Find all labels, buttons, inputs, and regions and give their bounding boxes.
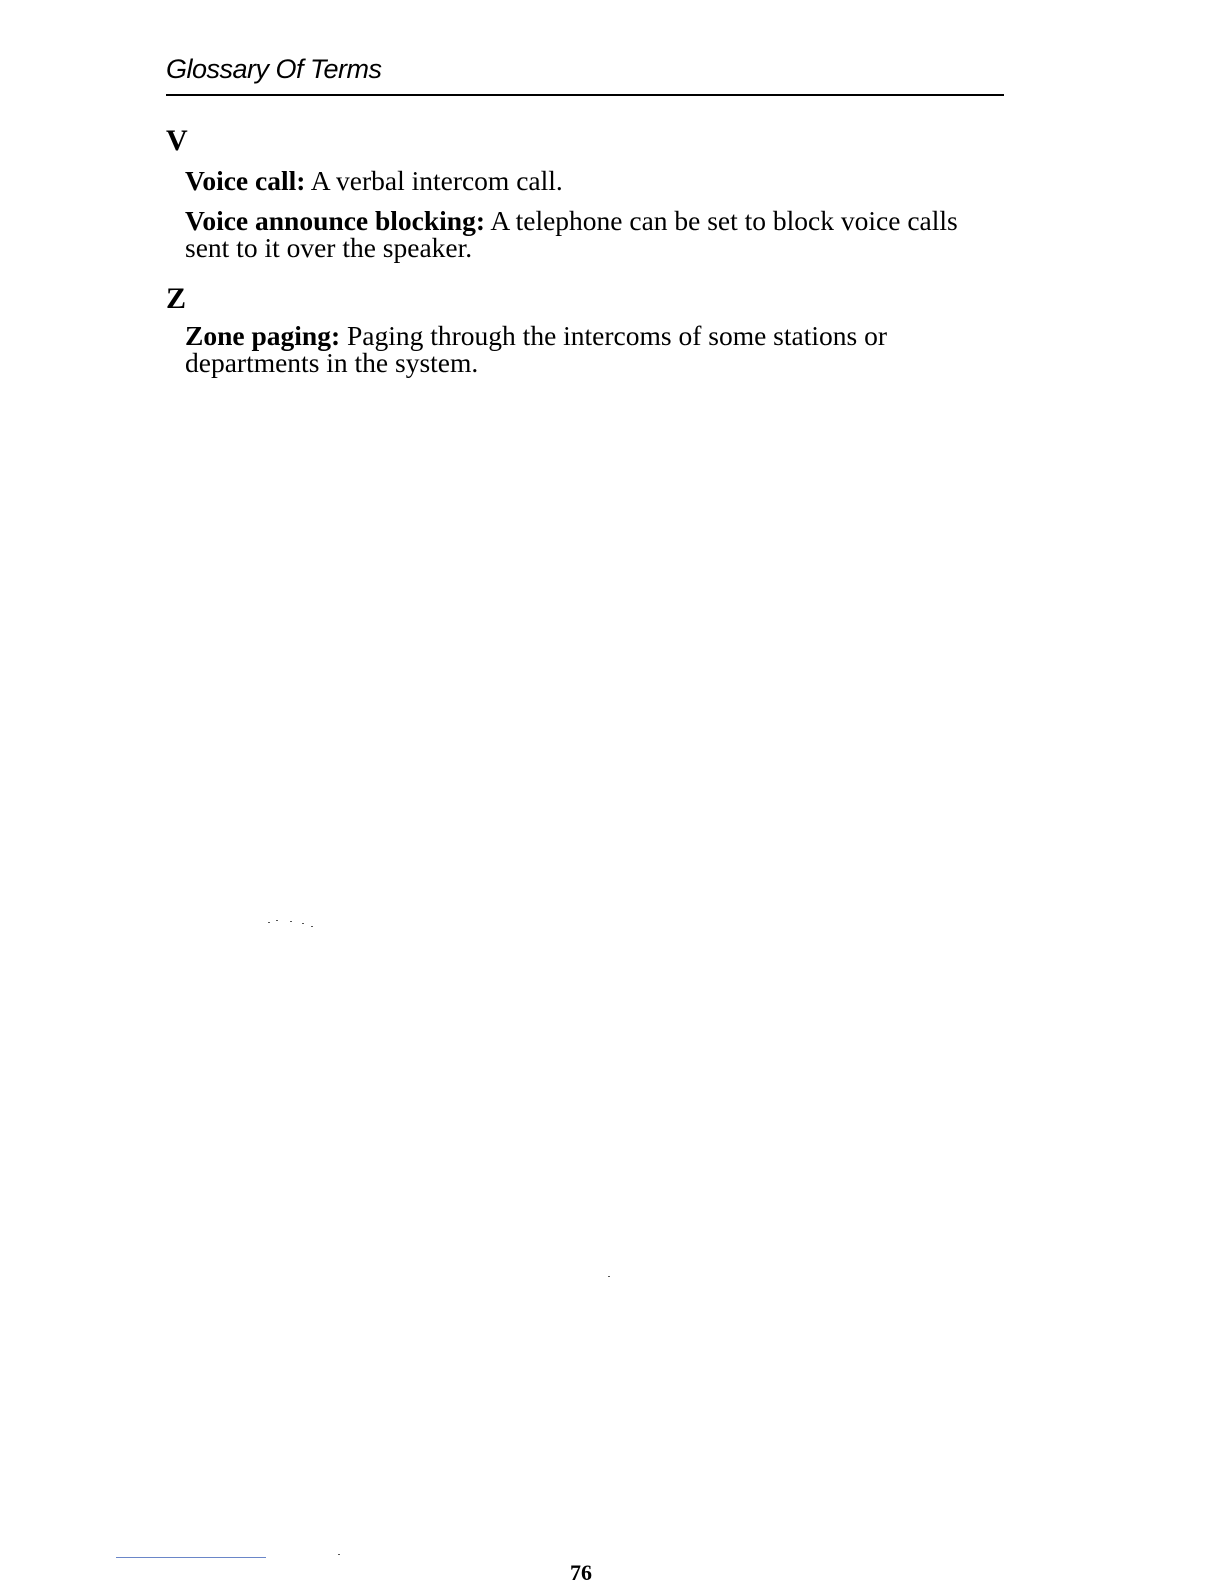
glossary-definition: A telephone can be set to block voice calls sent to it over the speaker. bbox=[185, 205, 958, 263]
header-divider bbox=[166, 94, 1004, 96]
scan-speck bbox=[276, 920, 278, 921]
glossary-entry bbox=[185, 207, 996, 261]
glossary-term: Zone paging: bbox=[185, 320, 341, 351]
scan-speck bbox=[268, 922, 270, 923]
section-letter: V bbox=[166, 124, 188, 157]
scan-speck bbox=[338, 1554, 340, 1555]
glossary-term: Voice announce blocking: bbox=[185, 205, 486, 236]
glossary-section-z bbox=[166, 282, 996, 376]
section-letter: Z bbox=[166, 282, 187, 315]
footer-line bbox=[116, 1557, 266, 1558]
glossary-definition: Paging through the intercoms of some stations or departments in the system. bbox=[185, 320, 887, 378]
scan-speck bbox=[608, 1276, 610, 1277]
scan-speck bbox=[290, 921, 292, 922]
page-number: 76 bbox=[570, 1560, 592, 1585]
glossary-entry bbox=[185, 167, 996, 194]
page-header bbox=[166, 52, 1004, 96]
scan-speck bbox=[311, 926, 313, 927]
glossary-definition: A verbal intercom call. bbox=[310, 165, 563, 196]
glossary-term: Voice call: bbox=[185, 165, 306, 196]
page-header-title: Glossary Of Terms bbox=[166, 54, 382, 84]
glossary-section-v bbox=[166, 124, 996, 261]
scan-speck bbox=[302, 923, 304, 924]
glossary-entry bbox=[185, 322, 996, 376]
